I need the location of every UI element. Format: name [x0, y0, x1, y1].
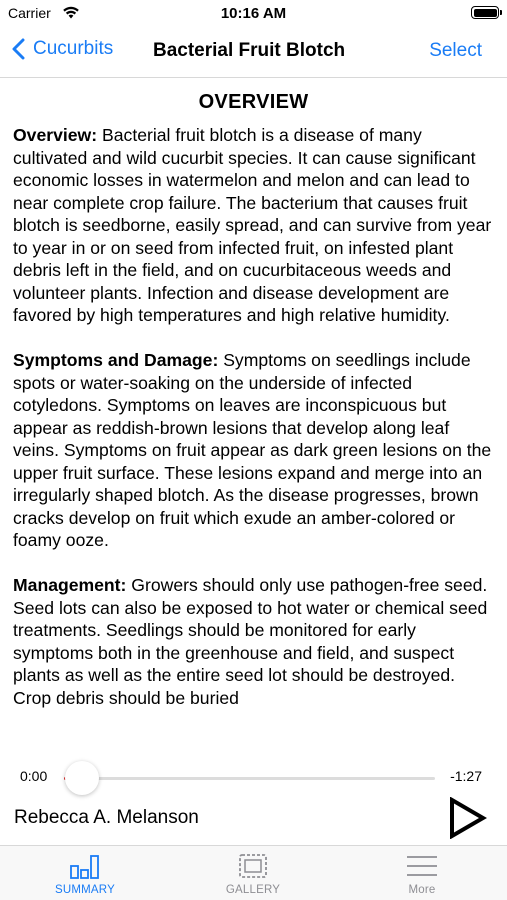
- tab-summary-label: SUMMARY: [55, 884, 115, 896]
- play-button[interactable]: [449, 797, 487, 844]
- tab-gallery[interactable]: [203, 846, 303, 900]
- scrubber-thumb[interactable]: [65, 761, 99, 795]
- more-icon: [406, 852, 438, 880]
- overview-label: Overview:: [13, 125, 98, 145]
- elapsed-time: 0:00: [20, 768, 48, 784]
- symptoms-label: Symptoms and Damage:: [13, 350, 219, 370]
- battery-icon: [471, 6, 499, 19]
- speaker-name: Rebecca A. Melanson: [14, 807, 199, 828]
- gallery-icon: [237, 852, 269, 880]
- tab-more-label: More: [408, 884, 436, 896]
- overview-paragraph: [0, 124, 507, 327]
- tab-bar: [0, 845, 507, 900]
- symptoms-text: Symptoms on seedlings include spots or water-soaking on the underside of infected cotyledons. Symptoms on leaves are inconspicuous but appear as reddish-brown lesions that develop along leaf veins. Symptoms on fruit appear as dark green lesions on the upper fruit surface. These lesions expand and merge into an irregularly shaped blotch. As the disease progresses, brown cracks develop on fruit which exude an amber-colored or foamy ooze.: [13, 350, 492, 550]
- back-button-label: Cucurbits: [33, 38, 114, 59]
- chevron-left-icon: [12, 38, 25, 60]
- page-title: Bacterial Fruit Blotch: [153, 40, 346, 61]
- tab-more[interactable]: [372, 846, 472, 900]
- carrier-label: Carrier: [8, 5, 51, 21]
- management-label: Management:: [13, 575, 127, 595]
- status-bar: [0, 0, 507, 28]
- battery-fill: [474, 9, 497, 17]
- play-icon: [449, 797, 487, 839]
- management-paragraph: [0, 574, 507, 709]
- bar-chart-icon: [69, 852, 101, 880]
- progress-track[interactable]: [64, 777, 435, 780]
- management-text: Growers should only use pathogen-free seed. Seed lots can also be exposed to hot water or chemical seed treatments. Seedlings should be monitored for early symptoms both in the greenhouse and field, and suspect plants as well as the entire seed lot should be destroyed. Crop debris should be buried: [13, 575, 488, 708]
- audio-player: [0, 752, 507, 847]
- section-heading: OVERVIEW: [198, 91, 309, 113]
- tab-summary[interactable]: [35, 846, 135, 900]
- select-button[interactable]: Select: [429, 40, 482, 61]
- overview-text: Bacterial fruit blotch is a disease of many cultivated and wild cucurbit species. It can cause significant economic losses in watermelon and melon and can lead to near complete crop failure. The bacterium that causes fruit blotch is seedborne, easily spread, and can survive from year to year in or on seed from infected fruit, on infested plant debris left in the field, and on cucurbitaceous weeds and volunteer plants. Infection and disease development are favored by high temperatures and high relative humidity.: [13, 125, 492, 325]
- back-button[interactable]: [12, 38, 113, 60]
- remaining-time: -1:27: [450, 768, 482, 784]
- status-time: 10:16 AM: [220, 5, 287, 22]
- symptoms-paragraph: [0, 349, 507, 552]
- tab-gallery-label: GALLERY: [225, 884, 281, 896]
- content-scroll-area[interactable]: [0, 80, 507, 742]
- navigation-bar: [0, 28, 507, 78]
